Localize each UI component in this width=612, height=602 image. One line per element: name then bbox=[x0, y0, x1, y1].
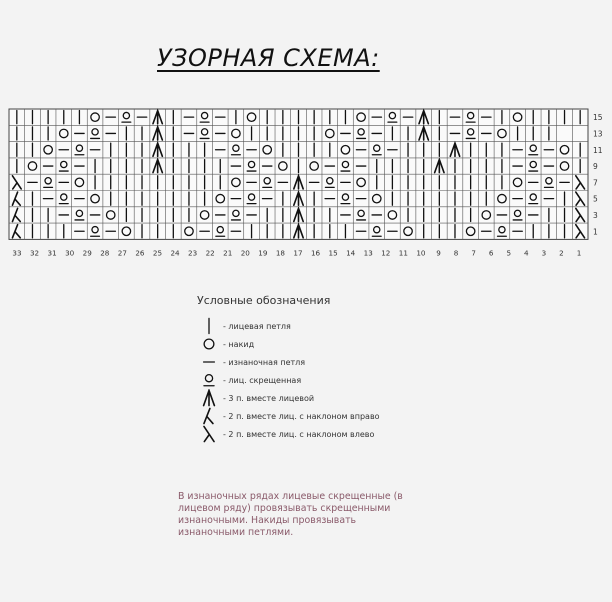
legend-item-text: - изнаночная петля bbox=[223, 357, 306, 367]
column-number-label: 33 bbox=[12, 248, 22, 258]
yarn-over-symbol bbox=[200, 335, 218, 353]
column-number-label: 17 bbox=[293, 248, 303, 258]
legend-item-text: - 2 п. вместе лиц. с наклоном вправо bbox=[223, 411, 380, 421]
legend-item bbox=[197, 425, 380, 443]
purl-symbol bbox=[200, 353, 218, 371]
column-number-label: 3 bbox=[541, 248, 547, 258]
column-number-label: 13 bbox=[363, 248, 373, 258]
legend bbox=[197, 317, 380, 443]
legend-item-text: - 2 п. вместе лиц. с наклоном влево bbox=[223, 429, 375, 439]
column-number-label: 22 bbox=[205, 248, 215, 258]
legend-item bbox=[197, 407, 380, 425]
column-number-label: 23 bbox=[188, 248, 198, 258]
knitting-note: В изнаночных рядах лицевые скрещенные (в лицевом ряду) провязывать скрещенными изнаночными. Накиды провязывать изнаночными петлями. bbox=[178, 491, 403, 538]
legend-item-text: - накид bbox=[223, 339, 255, 349]
legend-item-text: - лицевая петля bbox=[223, 321, 291, 331]
legend-item bbox=[197, 317, 380, 335]
column-number-label: 10 bbox=[416, 248, 426, 258]
twisted-knit-symbol bbox=[200, 371, 218, 389]
column-number-label: 6 bbox=[488, 248, 494, 258]
legend-item bbox=[197, 389, 380, 407]
legend-item bbox=[197, 353, 380, 371]
column-number-label: 32 bbox=[29, 248, 40, 258]
two-together-left-symbol bbox=[200, 425, 218, 443]
column-number-label: 1 bbox=[576, 248, 582, 258]
legend-item bbox=[197, 371, 380, 389]
column-number-label: 2 bbox=[559, 248, 564, 258]
column-number-label: 4 bbox=[524, 248, 529, 258]
row-number-label: 5 bbox=[593, 194, 598, 204]
legend-item-text: - 3 п. вместе лицевой bbox=[223, 393, 315, 403]
row-number-label: 15 bbox=[593, 113, 603, 123]
column-number-label: 5 bbox=[506, 248, 512, 258]
page-title: УЗОРНАЯ СХЕМА: bbox=[157, 44, 380, 72]
row-number-label: 11 bbox=[593, 145, 603, 155]
pattern-chart bbox=[0, 0, 612, 280]
column-number-label: 18 bbox=[275, 248, 286, 258]
row-number-label: 9 bbox=[593, 162, 598, 172]
row-number-label: 7 bbox=[593, 178, 598, 188]
column-number-label: 11 bbox=[398, 248, 408, 258]
column-number-label: 24 bbox=[170, 248, 180, 258]
column-number-label: 25 bbox=[152, 248, 163, 258]
column-number-label: 8 bbox=[453, 248, 459, 258]
legend-title: Условные обозначения bbox=[197, 294, 331, 307]
column-number-label: 16 bbox=[310, 248, 321, 258]
column-number-label: 7 bbox=[471, 248, 476, 258]
two-together-right-symbol bbox=[200, 407, 218, 425]
column-number-label: 21 bbox=[223, 248, 233, 258]
column-number-label: 30 bbox=[65, 248, 75, 258]
column-number-label: 15 bbox=[328, 248, 338, 258]
column-number-label: 27 bbox=[117, 248, 127, 258]
knit-symbol bbox=[200, 317, 218, 335]
column-number-label: 14 bbox=[346, 248, 356, 258]
column-number-label: 26 bbox=[135, 248, 145, 258]
legend-item-text: - лиц. скрещенная bbox=[223, 375, 302, 385]
three-together-symbol bbox=[200, 389, 218, 407]
column-number-label: 9 bbox=[436, 248, 441, 258]
column-number-label: 28 bbox=[100, 248, 110, 258]
row-number-label: 13 bbox=[593, 129, 603, 139]
column-number-label: 31 bbox=[47, 248, 57, 258]
column-number-label: 19 bbox=[258, 248, 268, 258]
column-number-label: 20 bbox=[240, 248, 250, 258]
row-number-label: 3 bbox=[593, 210, 598, 220]
column-number-label: 29 bbox=[82, 248, 92, 258]
column-number-label: 12 bbox=[381, 248, 391, 258]
legend-item bbox=[197, 335, 380, 353]
row-number-label: 1 bbox=[593, 227, 598, 237]
